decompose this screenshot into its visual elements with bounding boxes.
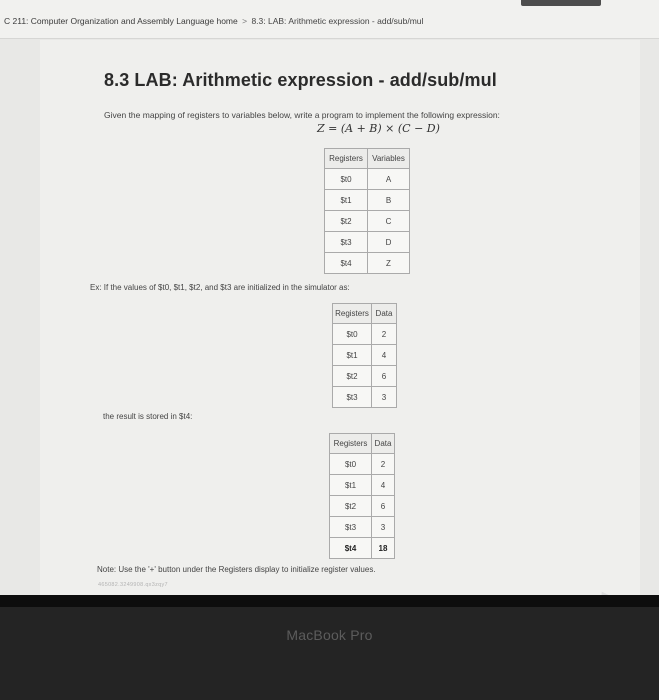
table-row bbox=[330, 538, 395, 559]
data-cell: 6 bbox=[372, 366, 397, 387]
column-header: Registers bbox=[325, 149, 368, 169]
column-header: Registers bbox=[330, 434, 372, 454]
example-text: Ex: If the values of $t0, $t1, $t2, and $t3 are initialized in the simulator as: bbox=[90, 283, 350, 292]
register-cell: $t3 bbox=[330, 517, 372, 538]
table-row bbox=[333, 324, 397, 345]
table-row bbox=[330, 496, 395, 517]
initial-values-table bbox=[332, 303, 397, 408]
column-header: Variables bbox=[368, 149, 410, 169]
data-cell: 18 bbox=[372, 538, 395, 559]
data-cell: 6 bbox=[372, 496, 395, 517]
result-text: the result is stored in $t4: bbox=[103, 412, 193, 421]
column-header: Registers bbox=[333, 304, 372, 324]
breadcrumb-section: 8.3: LAB: Arithmetic expression - add/sub/mul bbox=[251, 16, 424, 26]
register-cell: $t0 bbox=[333, 324, 372, 345]
table-row bbox=[325, 190, 410, 211]
data-cell: 3 bbox=[372, 387, 397, 408]
window-tab bbox=[521, 0, 601, 6]
register-cell: $t1 bbox=[325, 190, 368, 211]
table-row bbox=[330, 517, 395, 538]
note-text: Note: Use the '+' button under the Registers display to initialize register values. bbox=[97, 565, 376, 574]
register-cell: $t4 bbox=[325, 253, 368, 274]
table-row bbox=[333, 345, 397, 366]
register-cell: $t1 bbox=[330, 475, 372, 496]
screen-edge bbox=[0, 595, 659, 607]
lab-content bbox=[40, 40, 640, 595]
laptop-bezel bbox=[0, 595, 659, 700]
page-title: 8.3 LAB: Arithmetic expression - add/sub/mul bbox=[104, 70, 497, 90]
variable-cell: D bbox=[368, 232, 410, 253]
register-cell: $t3 bbox=[325, 232, 368, 253]
register-cell: $t4 bbox=[330, 538, 372, 559]
variable-cell: C bbox=[368, 211, 410, 232]
data-cell: 4 bbox=[372, 345, 397, 366]
register-cell: $t3 bbox=[333, 387, 372, 408]
column-header: Data bbox=[372, 434, 395, 454]
table-row bbox=[325, 253, 410, 274]
table-row bbox=[330, 475, 395, 496]
breadcrumb bbox=[4, 16, 423, 26]
variable-cell: B bbox=[368, 190, 410, 211]
register-cell: $t2 bbox=[330, 496, 372, 517]
breadcrumb-course-link[interactable]: C 211: Computer Organization and Assembly Language home bbox=[4, 16, 238, 26]
lab-instructions: Given the mapping of registers to variables below, write a program to implement the following expression: bbox=[104, 110, 500, 120]
register-cell: $t0 bbox=[330, 454, 372, 475]
table-row bbox=[333, 366, 397, 387]
table-row bbox=[325, 232, 410, 253]
table-row bbox=[330, 454, 395, 475]
table-row bbox=[333, 387, 397, 408]
register-mapping-table bbox=[324, 148, 410, 274]
data-cell: 3 bbox=[372, 517, 395, 538]
register-cell: $t0 bbox=[325, 169, 368, 190]
register-cell: $t2 bbox=[333, 366, 372, 387]
variable-cell: A bbox=[368, 169, 410, 190]
data-cell: 2 bbox=[372, 324, 397, 345]
device-label: MacBook Pro bbox=[286, 627, 373, 643]
variable-cell: Z bbox=[368, 253, 410, 274]
register-cell: $t1 bbox=[333, 345, 372, 366]
table-row bbox=[325, 211, 410, 232]
table-row bbox=[325, 169, 410, 190]
result-values-table bbox=[329, 433, 395, 559]
register-cell: $t2 bbox=[325, 211, 368, 232]
expression-formula: Z = (A + B) × (C − D) bbox=[317, 122, 440, 135]
data-cell: 4 bbox=[372, 475, 395, 496]
watermark: 465082.3249908.qx3zqy7 bbox=[98, 582, 168, 588]
column-header: Data bbox=[372, 304, 397, 324]
breadcrumb-separator: > bbox=[242, 16, 248, 26]
browser-header bbox=[0, 0, 659, 39]
data-cell: 2 bbox=[372, 454, 395, 475]
